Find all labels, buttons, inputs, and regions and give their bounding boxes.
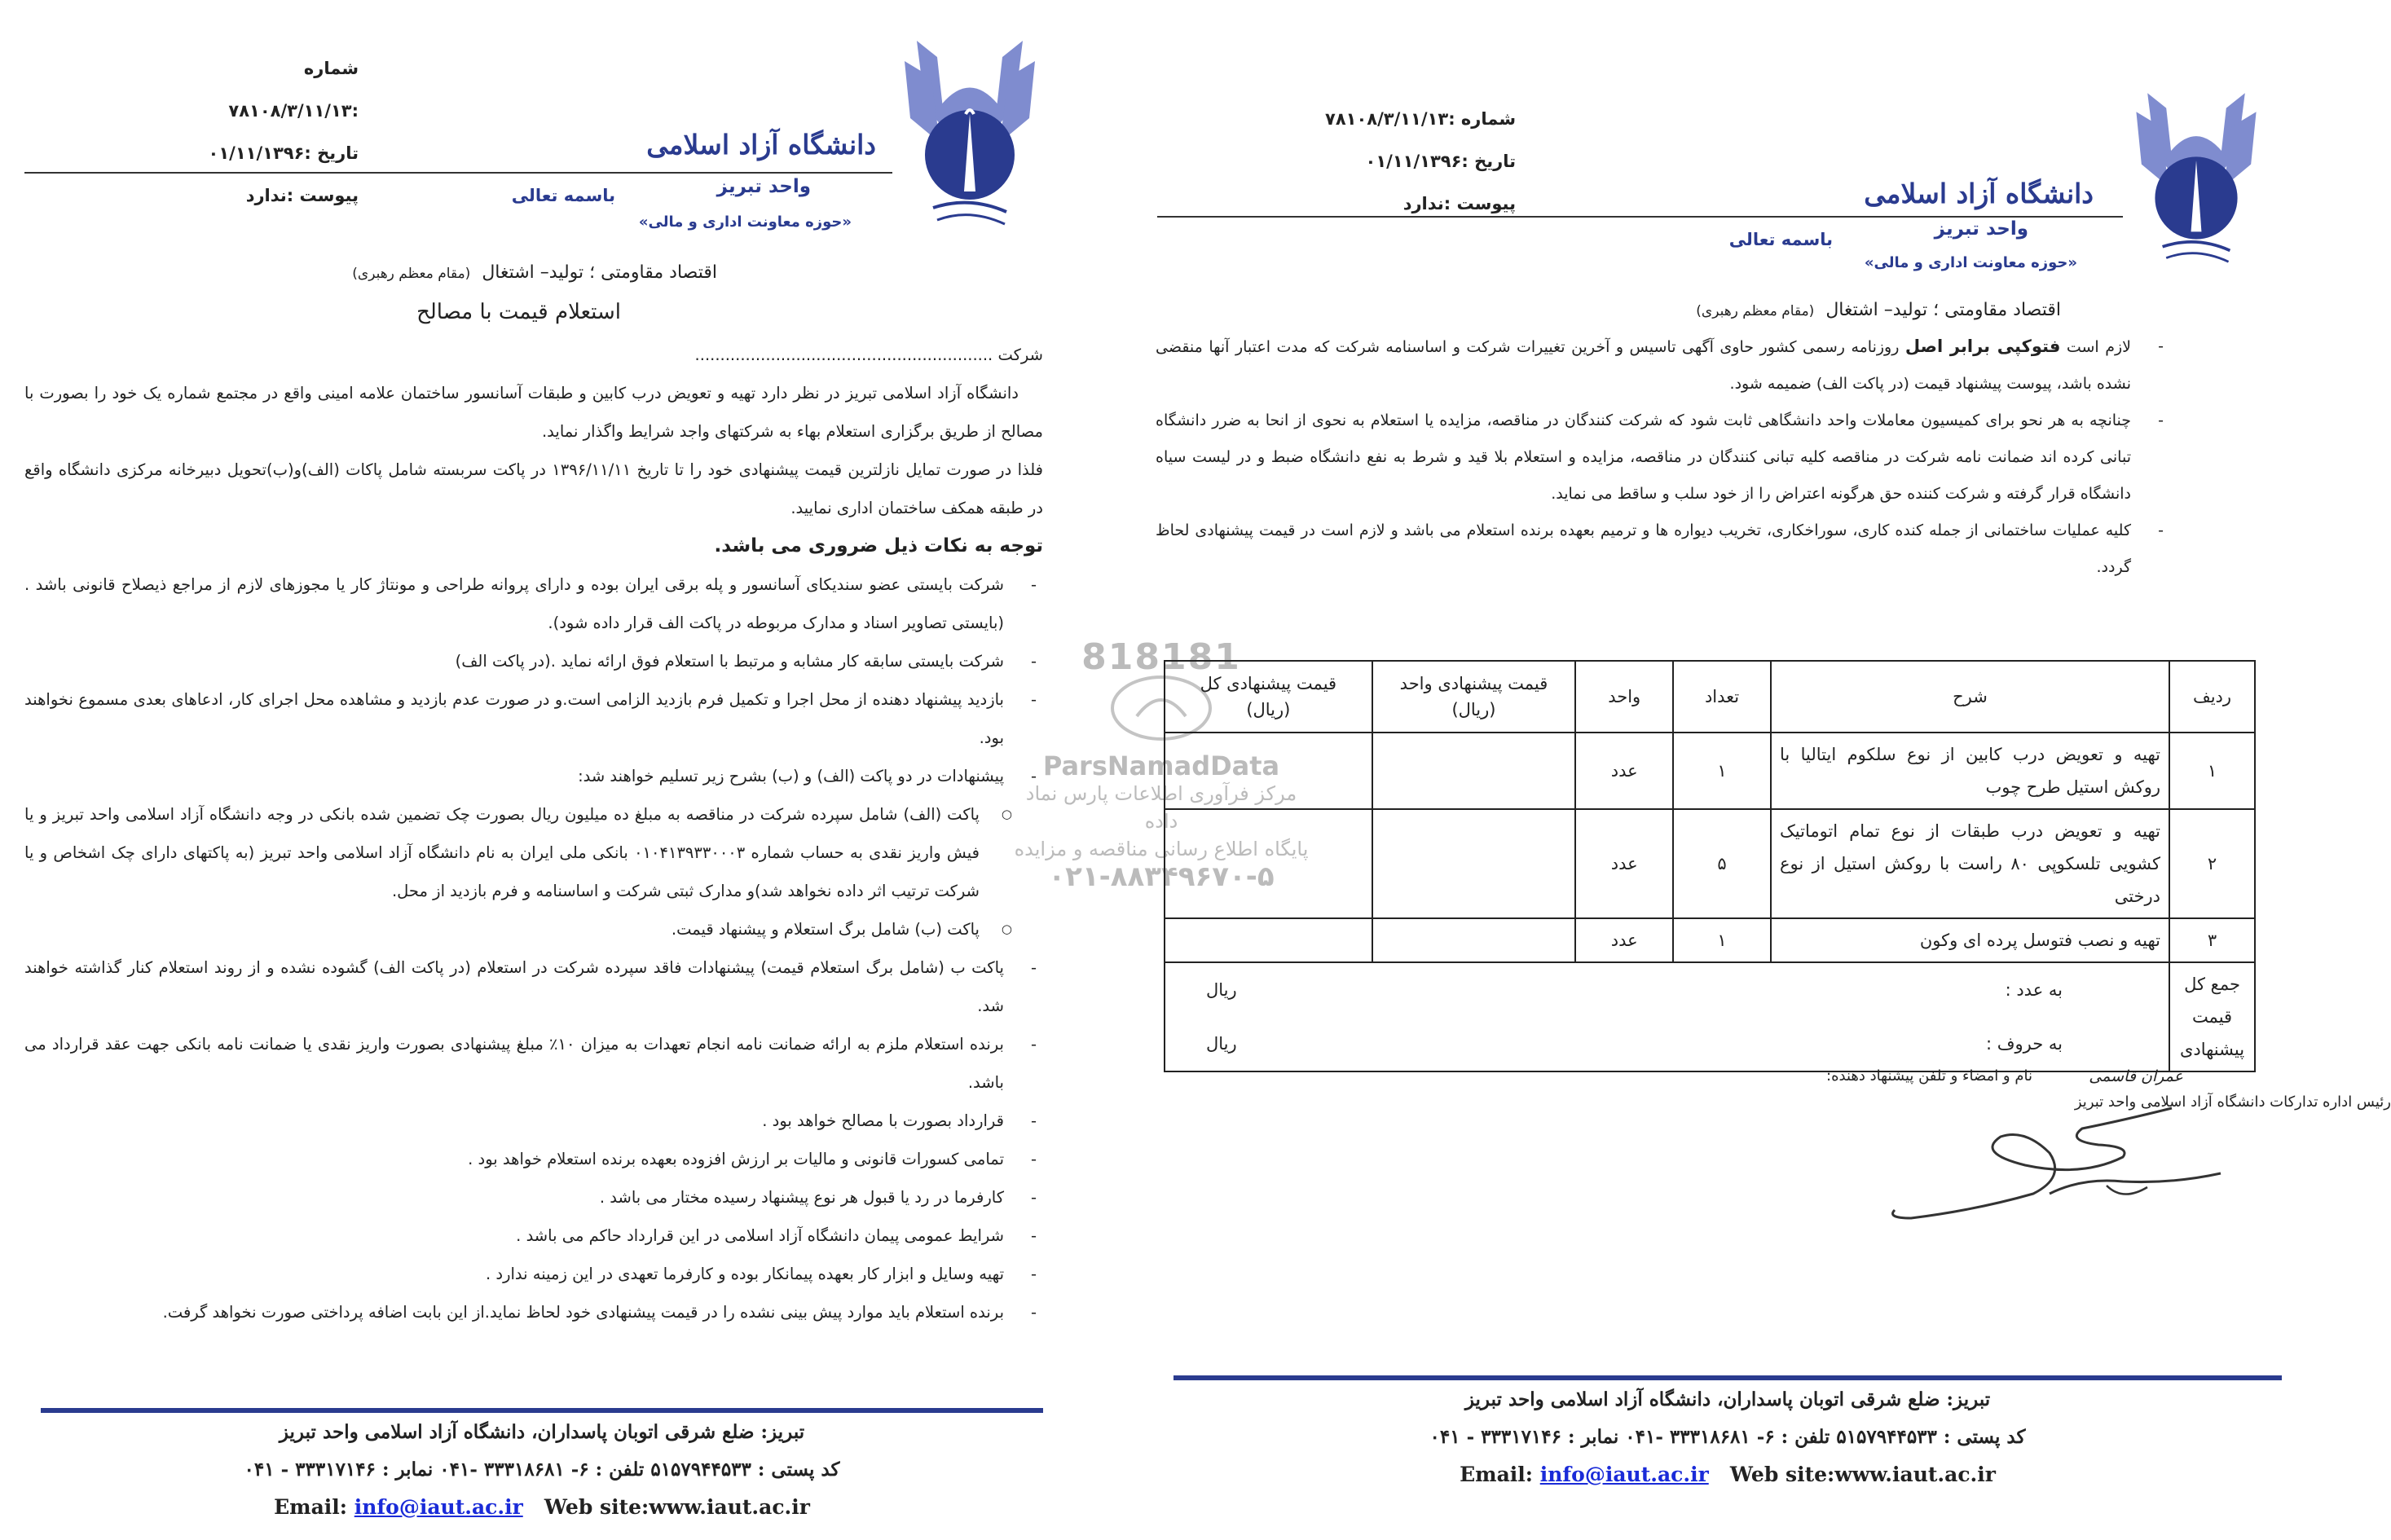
university-name: دانشگاه آزاد اسلامی <box>1864 178 2094 209</box>
footer-web: Email: info@iaut.ac.ir Web site:www.iaut.ac.ir <box>274 1495 810 1519</box>
list-item: - برنده استعلام باید موارد پیش بینی نشده را در قیمت پیشنهادی خود لحاظ نماید.از این بابت اضافه پرداختی صورت نخواهد گرفت. <box>24 1293 1043 1331</box>
total-row <box>1165 962 2255 1017</box>
unit-name: واحد تبریز <box>1934 218 2028 240</box>
list-item: - لازم است فتوکپی برابر اصل روزنامه رسمی کشور حاوی آگهی تاسیس و آخرین تغییرات شرکت و اساسنامه شرکت که مدت اعتبار آنها منقضی نشده باشد، پیوست پیشنهاد قیمت (در پاکت الف) ضمیمه شود. <box>1156 328 2170 403</box>
col-header-unit-price: قیمت پیشنهادی واحد (ریال) <box>1372 661 1576 733</box>
unit-price-cell[interactable] <box>1372 918 1576 962</box>
list-item: ○ پاکت (الف) شامل سپرده شرکت در مناقصه به مبلغ ده میلیون ریال بصورت چک تضمین شده بانکی در وجه دانشگاه آزاد اسلامی واحد تبریز و یا فیش واریز نقدی به حساب شماره ۰۱۰۴۱۳۹۳۳۰۰۰۳ بانکی ملی ایران به نام دانشگاه آزاد اسلامی واحد تبریز (به پاکتهای دارای چک اشخاص و یا شرکت ترتیب اثر داده نخواهد شد)و مدارک ثبتی شرکت و اساسنامه و فرم بازدید از محل. <box>24 795 1043 910</box>
watermark-phone: ۰۲۱-۸۸۳۴۹۶۷۰-۵ <box>1048 860 1275 893</box>
list-item: - پاکت ب (شامل برگ استعلام قیمت) پیشنهادات فاقد سپرده شرکت در استعلام (در پاکت الف) گشوده نشده و از روند استعلام کنار گذاشته خواهند شد. <box>24 948 1043 1025</box>
list-item: - کلیه عملیات ساختمانی از جمله کنده کاری، سوراخکاری، تخریب دیواره ها و ترمیم بعهده برنده استعلام می باشد و لازم است در قیمت پیشنهادی لحاظ گردد. <box>1156 513 2170 586</box>
total-price-cell[interactable] <box>1165 809 1372 918</box>
unit-price-cell[interactable] <box>1372 809 1576 918</box>
letter-body <box>24 336 1043 1331</box>
list-item: - تهیه وسایل و ابزار کار بعهده پیمانکار بوده و کارفرما تعهدی در این زمینه ندارد . <box>24 1255 1043 1293</box>
letter-date: تاریخ :۰۱/۱۱/۱۳۹۶ <box>1365 152 1516 171</box>
col-header-qty: تعداد <box>1673 661 1771 733</box>
bidder-signature-label: نام و امضاء و تلفن پیشنهاد دهنده: <box>1826 1067 2032 1085</box>
basmeh: باسمه تعالی <box>1728 230 1833 249</box>
department-name: «حوزه معاونت اداری و مالی» <box>638 213 852 231</box>
list-item: - کارفرما در رد یا قبول هر نوع پیشنهاد رسیده مختار می باشد . <box>24 1178 1043 1217</box>
price-table <box>1164 660 2256 1072</box>
header-rule <box>1157 216 2123 218</box>
company-line: شرکت ........................................................... <box>694 345 1043 364</box>
university-name: دانشگاه آزاد اسلامی <box>646 129 876 161</box>
signer-title: رئیس اداره تدارکات دانشگاه آزاد اسلامی واحد تبریز <box>2074 1093 2391 1111</box>
total-price-cell[interactable] <box>1165 733 1372 809</box>
col-header-unit: واحد <box>1575 661 1673 733</box>
col-header-total-price: قیمت پیشنهادی کل (ریال) <box>1165 661 1372 733</box>
list-item: - شرایط عمومی پیمان دانشگاه آزاد اسلامی در این قرارداد حاکم می باشد . <box>24 1217 1043 1255</box>
unit-price-cell[interactable] <box>1372 733 1576 809</box>
table-row: ۱ تهیه و تعویض درب کابین از نوع سلکوم ایتالیا با روکش استیل طرح چوب ۱ عدد <box>1165 733 2255 809</box>
watermark-line-1: مرکز فرآوری اطلاعات پارس نماد داده <box>1025 782 1297 833</box>
table-header-row <box>1165 661 2255 733</box>
footer-address: تبریز: ضلع شرقی اتوبان پاسداران، دانشگاه آزاد اسلامی واحد تبریز <box>279 1421 805 1443</box>
slogan-attribution: (مقام معظم رهبری) <box>1696 303 1815 319</box>
watermark-brand: ParsNamadData <box>1042 750 1280 781</box>
letter-meta <box>171 47 359 217</box>
header-rule <box>24 172 892 174</box>
slogan: اقتصاد مقاومتی ؛ تولید– اشتغال(مقام معظم رهبری) <box>1696 300 2061 320</box>
email-link[interactable]: info@iaut.ac.ir <box>354 1495 523 1519</box>
intro-paragraph: دانشگاه آزاد اسلامی تبریز در نظر دارد تهیه و تعویض درب کابین و طبقات آسانسور ساختمان علامه امینی واقع در مجتمع شماره یک خود را بصورت با مصالح از طریق برگزاری استعلام بهاء به شرکتهای واجد شرایط واگذار نماید. <box>24 384 1043 441</box>
deadline-paragraph: فلذا در صورت تمایل نازلترین قیمت پیشنهادی خود را تا تاریخ ۱۳۹۶/۱۱/۱۱ در پاکت سربسته شامل پاکات (الف)و(ب)تحویل دبیرخانه مرکزی دانشگاه واقع در طبقه همکف ساختمان اداری نمایید. <box>24 460 1043 517</box>
slogan: اقتصاد مقاومتی ؛ تولید– اشتغال(مقام معظم رهبری) <box>352 262 717 283</box>
table-row: ۲ تهیه و تعویض درب طبقات از نوع تمام اتوماتیک کشویی تلسکوپی ۸۰ راست با روکش استیل از نوع درختی ۵ عدد <box>1165 809 2255 918</box>
conditions-list <box>1156 328 2170 586</box>
col-header-desc: شرح <box>1771 661 2169 733</box>
total-label: جمع کل قیمت پیشنهادی <box>2169 962 2255 1071</box>
university-logo-icon <box>2123 86 2270 273</box>
notes-list <box>24 565 1043 1331</box>
list-item: - شرکت بایستی عضو سندیکای آسانسور و پله برقی ایران بوده و دارای پروانه طراحی و مونتاژ کار یا مجوزهای لازم از مراجع ذیصلاح قانونی باشد . (بایستی تصاویر اسناد و مدارک مربوطه در پاکت الف قرار داده شود). <box>24 565 1043 642</box>
notes-title: توجه به نکات ذیل ضروری می باشد. <box>714 535 1043 557</box>
letter-attachment: پیوست :ندارد <box>1402 194 1516 213</box>
col-header-row-no: ردیف <box>2169 661 2255 733</box>
list-item: - برنده استعلام ملزم به ارائه ضمانت نامه انجام تعهدات به میزان ۱۰٪ مبلغ پیشنهادی بصورت واریز نقدی یا ضمانت نامه بانکی جهت عقد قرارداد می باشد. <box>24 1025 1043 1102</box>
footer-bar <box>41 1408 1043 1413</box>
watermark-line-2: پایگاه اطلاع رسانی مناقصه و مزایده <box>1014 838 1309 860</box>
email-link[interactable]: info@iaut.ac.ir <box>1539 1463 1709 1486</box>
letter-date: تاریخ :۰۱/۱۱/۱۳۹۶ <box>208 143 359 163</box>
footer-contact: کد پستی : ۵۱۵۷۹۴۴۵۳۳ تلفن : ۶- ۳۳۳۱۸۶۸۱ -۰۴۱ نمابر : ۳۳۳۱۷۱۴۶ - ۰۴۱ <box>244 1459 840 1481</box>
list-item: - شرکت بایستی سابقه کار مشابه و مرتبط با استعلام فوق ارائه نماید .(در پاکت الف) <box>24 642 1043 680</box>
footer-address: تبریز: ضلع شرقی اتوبان پاسداران، دانشگاه آزاد اسلامی واحد تبریز <box>1464 1388 1991 1410</box>
list-item: - بازدید پیشنهاد دهنده از محل اجرا و تکمیل فرم بازدید الزامی است.و در صورت عدم بازدید و مشاهده محل اجرای کار، ادعاهای بعدی مسموع نخواهند بود. <box>24 680 1043 757</box>
footer-web: Email: info@iaut.ac.ir Web site:www.iaut.ac.ir <box>1460 1463 1996 1486</box>
letter-meta <box>1312 98 1516 225</box>
total-number-cell[interactable]: به عدد : ریال <box>1165 962 2169 1017</box>
letter-subject: استعلام قیمت با مصالح <box>416 300 621 324</box>
letter-number: شماره :۷۸۱۰۸/۳/۱۱/۱۳ <box>1325 109 1516 129</box>
total-price-cell[interactable] <box>1165 918 1372 962</box>
total-words-cell[interactable]: به حروف : ریال <box>1165 1017 2169 1071</box>
table-row: ۳ تهیه و نصب فتوسل پرده ای وکون ۱ عدد <box>1165 918 2255 962</box>
letter-page-right <box>1141 0 2391 1540</box>
list-item: ○ پاکت (ب) شامل برگ استعلام و پیشنهاد قیمت. <box>24 910 1043 948</box>
list-item: - چنانچه به هر نحو برای کمیسیون معاملات واحد دانشگاهی ثابت شود که شرکت کنندگان در مناقصه، مزایده یا استعلام به نحوی از انحا به ضرر دانشگاه تبانی کرده اند ضمانت نامه شرکت در مناقصه کلیه تبانی کنندگان در مناقصه، مزایده و استعلام بلا قید و شرط به نفع دانشگاه ضبط و در لیست سیاه دانشگاه قرار گرفته و شرکت کننده حق هرگونه اعتراض را از خود سلب و ساقط می نماید. <box>1156 403 2170 513</box>
letter-footer <box>41 1414 1043 1526</box>
department-name: «حوزه معاونت اداری و مالی» <box>1864 254 2077 271</box>
letter-number: شماره :۷۸۱۰۸/۳/۱۱/۱۳ <box>228 59 359 121</box>
letter-footer <box>1173 1381 2282 1494</box>
footer-contact: کد پستی : ۵۱۵۷۹۴۴۵۳۳ تلفن : ۶- ۳۳۳۱۸۶۸۱ -۰۴۱ نمابر : ۳۳۳۱۷۱۴۶ - ۰۴۱ <box>1429 1426 2026 1448</box>
footer-bar <box>1173 1375 2282 1380</box>
conditions <box>1156 328 2170 586</box>
unit-name: واحد تبریز <box>716 176 811 197</box>
letter-attachment: پیوست :ندارد <box>245 186 359 205</box>
basmeh: باسمه تعالی <box>511 186 615 205</box>
watermark-code: 818181 <box>1081 636 1241 678</box>
list-item: - قرارداد بصورت با مصالح خواهد بود . <box>24 1102 1043 1140</box>
total-row <box>1165 1017 2255 1071</box>
list-item: - پیشنهادات در دو پاکت (الف) و (ب) بشرح زیر تسلیم خواهند شد: <box>24 757 1043 795</box>
signature-icon <box>1878 1096 2245 1234</box>
list-item: - تمامی کسورات قانونی و مالیات بر ارزش افزوده بعهده برنده استعلام خواهد بود . <box>24 1140 1043 1178</box>
signer-name: عمران قاسمی <box>2089 1067 2183 1085</box>
slogan-attribution: (مقام معظم رهبری) <box>352 266 471 282</box>
letter-page-left <box>0 0 1059 1540</box>
university-logo-icon <box>900 33 1039 236</box>
